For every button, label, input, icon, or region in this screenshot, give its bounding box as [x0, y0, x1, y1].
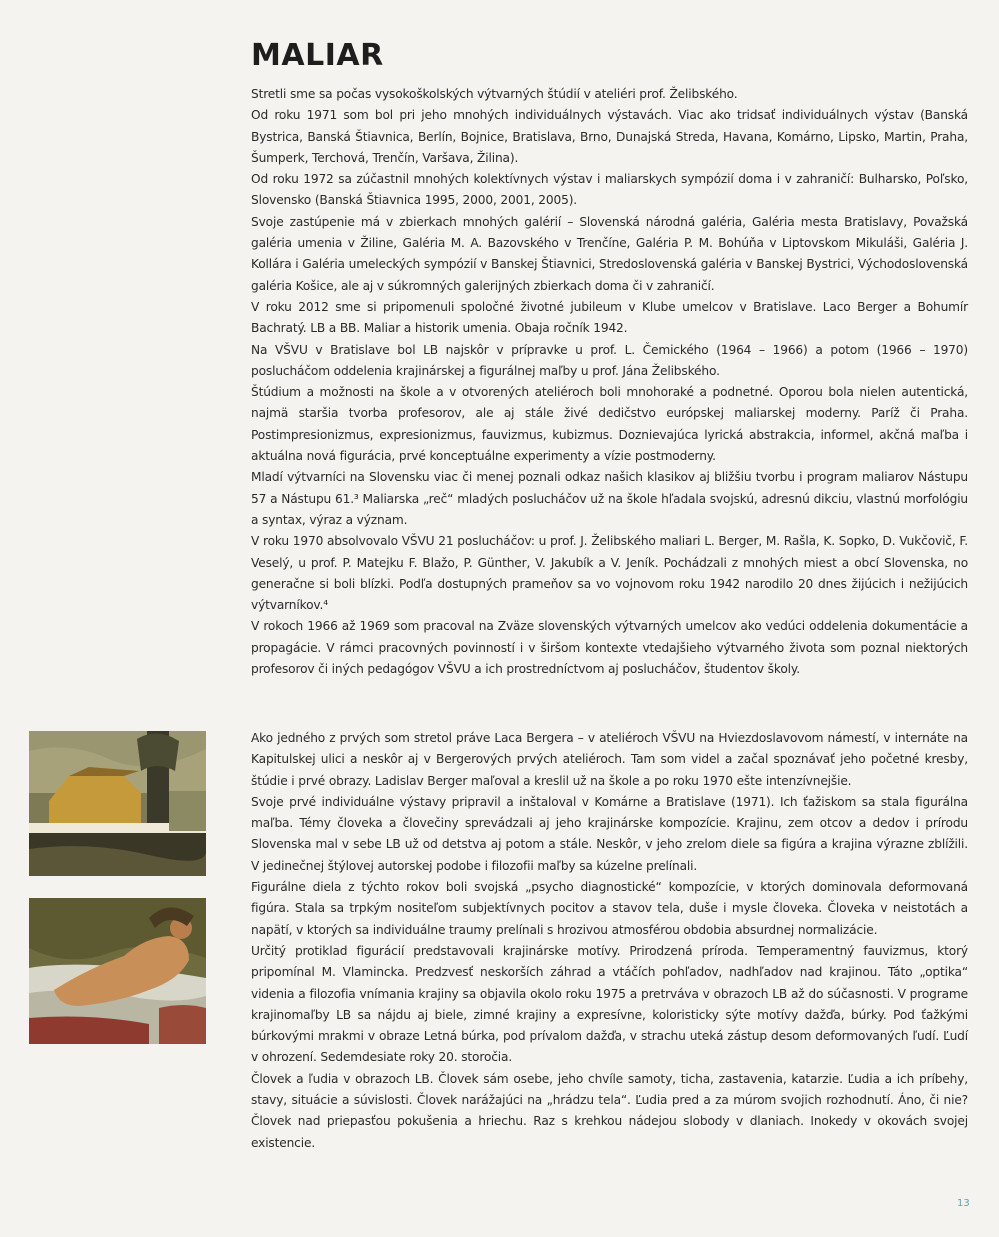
paragraph: Človek a ľudia v obrazoch LB. Človek sám osebe, jeho chvíle samoty, ticha, zastavenia, katarzie. Ľudia a ich príbehy, stavy, situácie a súvislosti. Človek narážajúci na „hrádzu tela“. Ľudia pred a za múrom svojich rozhodnutí. Áno, či nie? Človek nad priepasťou pokušenia a hriechu. Raz s krehkou nádejou slobody v dlaniach. Inokedy v okovách svojej existencie. — [251, 1071, 968, 1150]
landscape-painting-icon — [29, 731, 206, 876]
paragraph: Svoje prvé individuálne výstavy pripravil a inštaloval v Komárne a Bratislave (1971). Ich ťažiskom sa stala figurálna maľba. Témy človeka a človečiny sprevádzali aj jeho krajinárske kompozície. Krajinu, zem otcov a dedov i prírodu Slovenska mal v sebe LB už od detstva aj potom a stále. Neskôr, v jeho zrelom diele sa figúra a krajina výrazne zblížili. V jedinečnej štýlovej autorskej podobe i filozofii maľby sa kúzelne prelínali. — [251, 794, 968, 873]
text-block-lower — [251, 728, 968, 1154]
paragraph: Od roku 1972 sa zúčastnil mnohých kolektívnych výstav i maliarskych sympózií doma i v zahraničí: Bulharsko, Poľsko, Slovensko (Banská Štiavnica 1995, 2000, 2001, 2005). — [251, 172, 968, 208]
paragraph: Stretli sme sa počas vysokoškolských výtvarných štúdií v ateliéri prof. Želibského. — [251, 87, 738, 101]
paragraph: Ako jedného z prvých som stretol práve Laca Bergera – v ateliéroch VŠVU na Hviezdoslavovom námestí, v internáte na Kapitulskej ulici a neskôr aj v Bergerových prvých ateliéroch. Tam som videl a začal spoznávať jeho početné kresby, štúdie i prvé obrazy. Ladislav Berger maľoval a kreslil už na škole a po roku 1970 ešte intenzívnejšie. — [251, 731, 968, 788]
paragraph: V roku 1970 absolvovalo VŠVU 21 poslucháčov: u prof. J. Želibského maliari L. Berger, M. Rašla, K. Sopko, D. Vukčovič, F. Veselý, u prof. P. Matejku F. Blažo, P. Günther, V. Jakubík a V. Jeník. Pochádzali z mnohých miest a obcí Slovenska, no generačne si boli blízki. Podľa dostupných prameňov sa vo vojnovom roku 1942 narodilo 20 dnes žijúcich i nežijúcich výtvarníkov.⁴ — [251, 534, 968, 613]
paragraph: V roku 2012 sme si pripomenuli spoločné životné jubileum v Klube umelcov v Bratislave. Laco Berger a Bohumír Bachratý. LB a BB. Maliar a historik umenia. Obaja ročník 1942. — [251, 299, 968, 336]
paragraph: Svoje zastúpenie má v zbierkach mnohých galérií – Slovenská národná galéria, Galéria mesta Bratislavy, Považská galéria umenia v Žiline, Galéria M. A. Bazovského v Trenčíne, Galéria P. M. Bohúňa v Liptovskom Mikuláši, Galéria J. Kollára i Galéria umeleckých sympózií v Banskej Štiavnici, Stredoslovenská galéria v Banskej Bystrici, Východoslovenská galéria Košice, ale aj v súkromných galerijných zbierkach doma či v zahraničí. — [251, 214, 968, 293]
page-title: MALIAR — [251, 38, 384, 73]
paragraph: Na VŠVU v Bratislave bol LB najskôr v prípravke u prof. L. Čemického (1964 – 1966) a potom (1966 – 1970) poslucháčom oddelenia krajinárskej a figurálnej maľby u prof. Jána Želibského. — [251, 342, 968, 378]
paragraph: Figurálne diela z týchto rokov boli svojská „psycho diagnostické“ kompozície, v ktorých dominovala deformovaná figúra. Stala sa trpkým nositeľom subjektívnych pocitov a stavov tela, duše i mysle človeka. Človeka v neistotách a napätí, v ktorých sa individuálne traumy prelínali s hrozivou atmosférou obdobia absurdnej normalizácie. — [251, 880, 968, 937]
reclining-figure-painting-icon — [29, 898, 206, 1044]
paragraph: Štúdium a možnosti na škole a v otvorených ateliéroch boli mnohoraké a podnetné. Oporou bola nielen autentická, najmä staršia tvorba profesorov, ale aj stále živé dedičstvo európskej maliarskej moderny. Paríž či Praha. Postimpresionizmus, expresionizmus, fauvizmus, kubizmus. Doznievajúca lyrická abstrakcia, informel, akčná maľba i aktuálna nová figurácia, prvé konceptuálne experimenty a vízie postmoderny. — [251, 385, 968, 464]
page-number: 13 — [957, 1198, 970, 1209]
paragraph: V rokoch 1966 až 1969 som pracoval na Zväze slovenských výtvarných umelcov ako vedúci oddelenia dokumentácie a propagácie. V rámci pracovných povinností i v širšom kontexte vtedajšieho výtvarného života som poznal niektorých profesorov či iných pedagógov VŠVU a ich prostredníctvom aj poslucháčov, študentov školy. — [251, 619, 968, 677]
paragraph: Od roku 1971 som bol pri jeho mnohých individuálnych výstavách. Viac ako tridsať individuálnych výstav (Banská Bystrica, Banská Štiavnica, Berlín, Bojnice, Bratislava, Brno, Dunajská Streda, Havana, Komárno, Lipsko, Martin, Praha, Šumperk, Terchová, Trenčín, Varšava, Žilina). — [251, 108, 968, 165]
paragraph: Určitý protiklad figurácií predstavovali krajinárske motívy. Prirodzená príroda. Temperamentný fauvizmus, ktorý pripomínal M. Vlamincka. Predzvesť neskorších záhrad a vtáčích pohľadov, nadhľadov nad krajinou. Táto „optika“ videnia a filozofia vnímania krajiny sa objavila okolo roku 1975 a pretrváva v obrazoch LB až do súčasnosti. V programe krajinomaľby LB sa nájdu aj biele, zimné krajiny a expresívne, koloristicky sýte motívy dažďa, búrky. Pod ťažkými búrkovými mrakmi v obraze Letná búrka, pod prívalom dažďa, v strachu uteká zástup desom deformovaných ľudí. Ľudí v ohrození. Sedemdesiate roky 20. storočia. — [251, 943, 968, 1065]
text-block-upper — [251, 84, 968, 680]
paragraph: Mladí výtvarníci na Slovensku viac či menej poznali odkaz našich klasikov aj bližšiu tvorbu i program maliarov Nástupu 57 a Nástupu 61.³ Maliarska „reč“ mladých poslucháčov už na škole hľadala svojskú, adresnú dikciu, vlastnú morfológiu a syntax, výraz a význam. — [251, 470, 968, 527]
